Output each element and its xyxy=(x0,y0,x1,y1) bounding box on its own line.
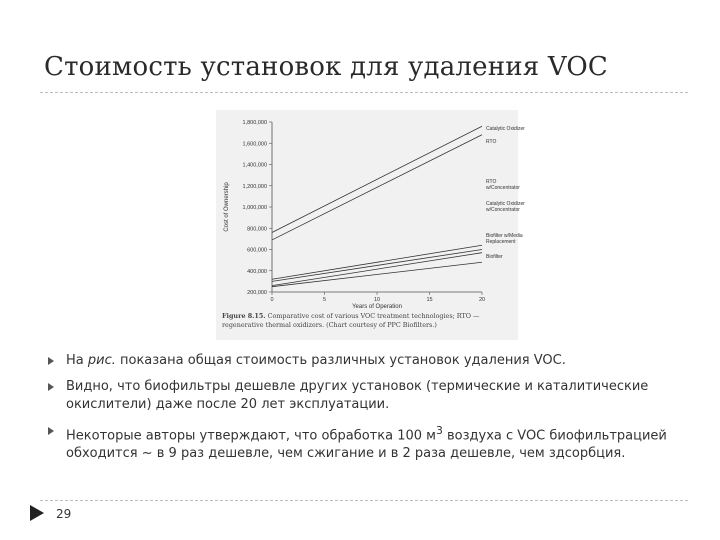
title-divider xyxy=(40,92,688,93)
y-tick-label: 600,000 xyxy=(247,247,267,254)
page-arrow-icon xyxy=(30,505,44,521)
caption-text: Comparative cost of various VOC treatment technologies; RTO — regenerative thermal oxidizers. (Chart courtesy of PPC Biofilters.) xyxy=(222,312,480,329)
caption-label: Figure 8.15. xyxy=(222,312,266,320)
y-tick-label: 200,000 xyxy=(247,290,267,296)
x-tick-label: 0 xyxy=(270,297,274,303)
legend-label: Catalytic Oxidizer xyxy=(486,201,525,207)
legend-label: Catalytic Oxidizer xyxy=(486,126,525,132)
y-tick-label: 1,400,000 xyxy=(242,162,267,169)
bullet-text: воздуха с VOC биофильтрацией обходится ~ в 9 раз дешевле, чем сжигание и в 2 раза дешевле, чем здсорбция. xyxy=(66,428,667,462)
series-line xyxy=(272,253,482,286)
bullet-item xyxy=(58,378,668,414)
bullet-text: Некоторые авторы утверждают, что обработка 100 м xyxy=(66,428,436,444)
bullet-arrow-icon xyxy=(48,427,54,435)
footer-divider xyxy=(40,500,688,501)
x-axis-label: Years of Operation xyxy=(352,304,402,310)
bullet-text: Видно, что биофильтры дешевле других установок (термические и каталитические окислители) даже после 20 лет эксплуатации. xyxy=(66,379,649,412)
bullet-arrow-icon xyxy=(48,383,54,391)
bullet-item xyxy=(58,422,668,463)
cost-chart-figure xyxy=(216,110,525,340)
cost-chart xyxy=(216,110,525,310)
bullet-text: На xyxy=(66,353,88,368)
legend-label: Biofilter xyxy=(486,254,503,260)
y-tick-label: 1,600,000 xyxy=(242,141,267,148)
y-tick-label: 800,000 xyxy=(247,226,267,233)
series-line xyxy=(272,126,482,232)
legend-label: w/Concentrator xyxy=(486,185,520,191)
x-tick-label: 20 xyxy=(478,297,486,303)
bullet-superscript: 3 xyxy=(435,424,443,437)
figure-caption xyxy=(222,312,514,330)
bullet-item xyxy=(58,352,668,370)
legend-label: Biofilter w/Media xyxy=(486,233,523,239)
y-axis-label: Cost of Ownership xyxy=(224,182,230,232)
bullet-list xyxy=(58,352,668,471)
legend-label: w/Concentrator xyxy=(486,207,520,213)
legend-label: Replacement xyxy=(486,239,516,245)
bullet-arrow-icon xyxy=(48,357,54,365)
series-line xyxy=(272,250,482,282)
x-tick-label: 10 xyxy=(373,297,381,303)
bullet-text: показана общая стоимость различных установок удаления VOC. xyxy=(115,353,566,368)
y-tick-label: 1,200,000 xyxy=(242,183,267,190)
series-line xyxy=(272,135,482,240)
slide-title: Стоимость установок для удаления VOC xyxy=(44,52,608,82)
x-tick-label: 15 xyxy=(426,297,433,303)
bullet-emphasis: рис. xyxy=(87,353,116,368)
legend-label: RTO xyxy=(486,179,497,185)
y-tick-label: 400,000 xyxy=(247,268,267,275)
legend-label: RTO xyxy=(486,139,497,145)
y-tick-label: 1,000,000 xyxy=(242,205,267,211)
y-tick-label: 1,800,000 xyxy=(242,120,267,126)
x-tick-label: 5 xyxy=(322,297,327,303)
page-number: 29 xyxy=(56,507,72,521)
